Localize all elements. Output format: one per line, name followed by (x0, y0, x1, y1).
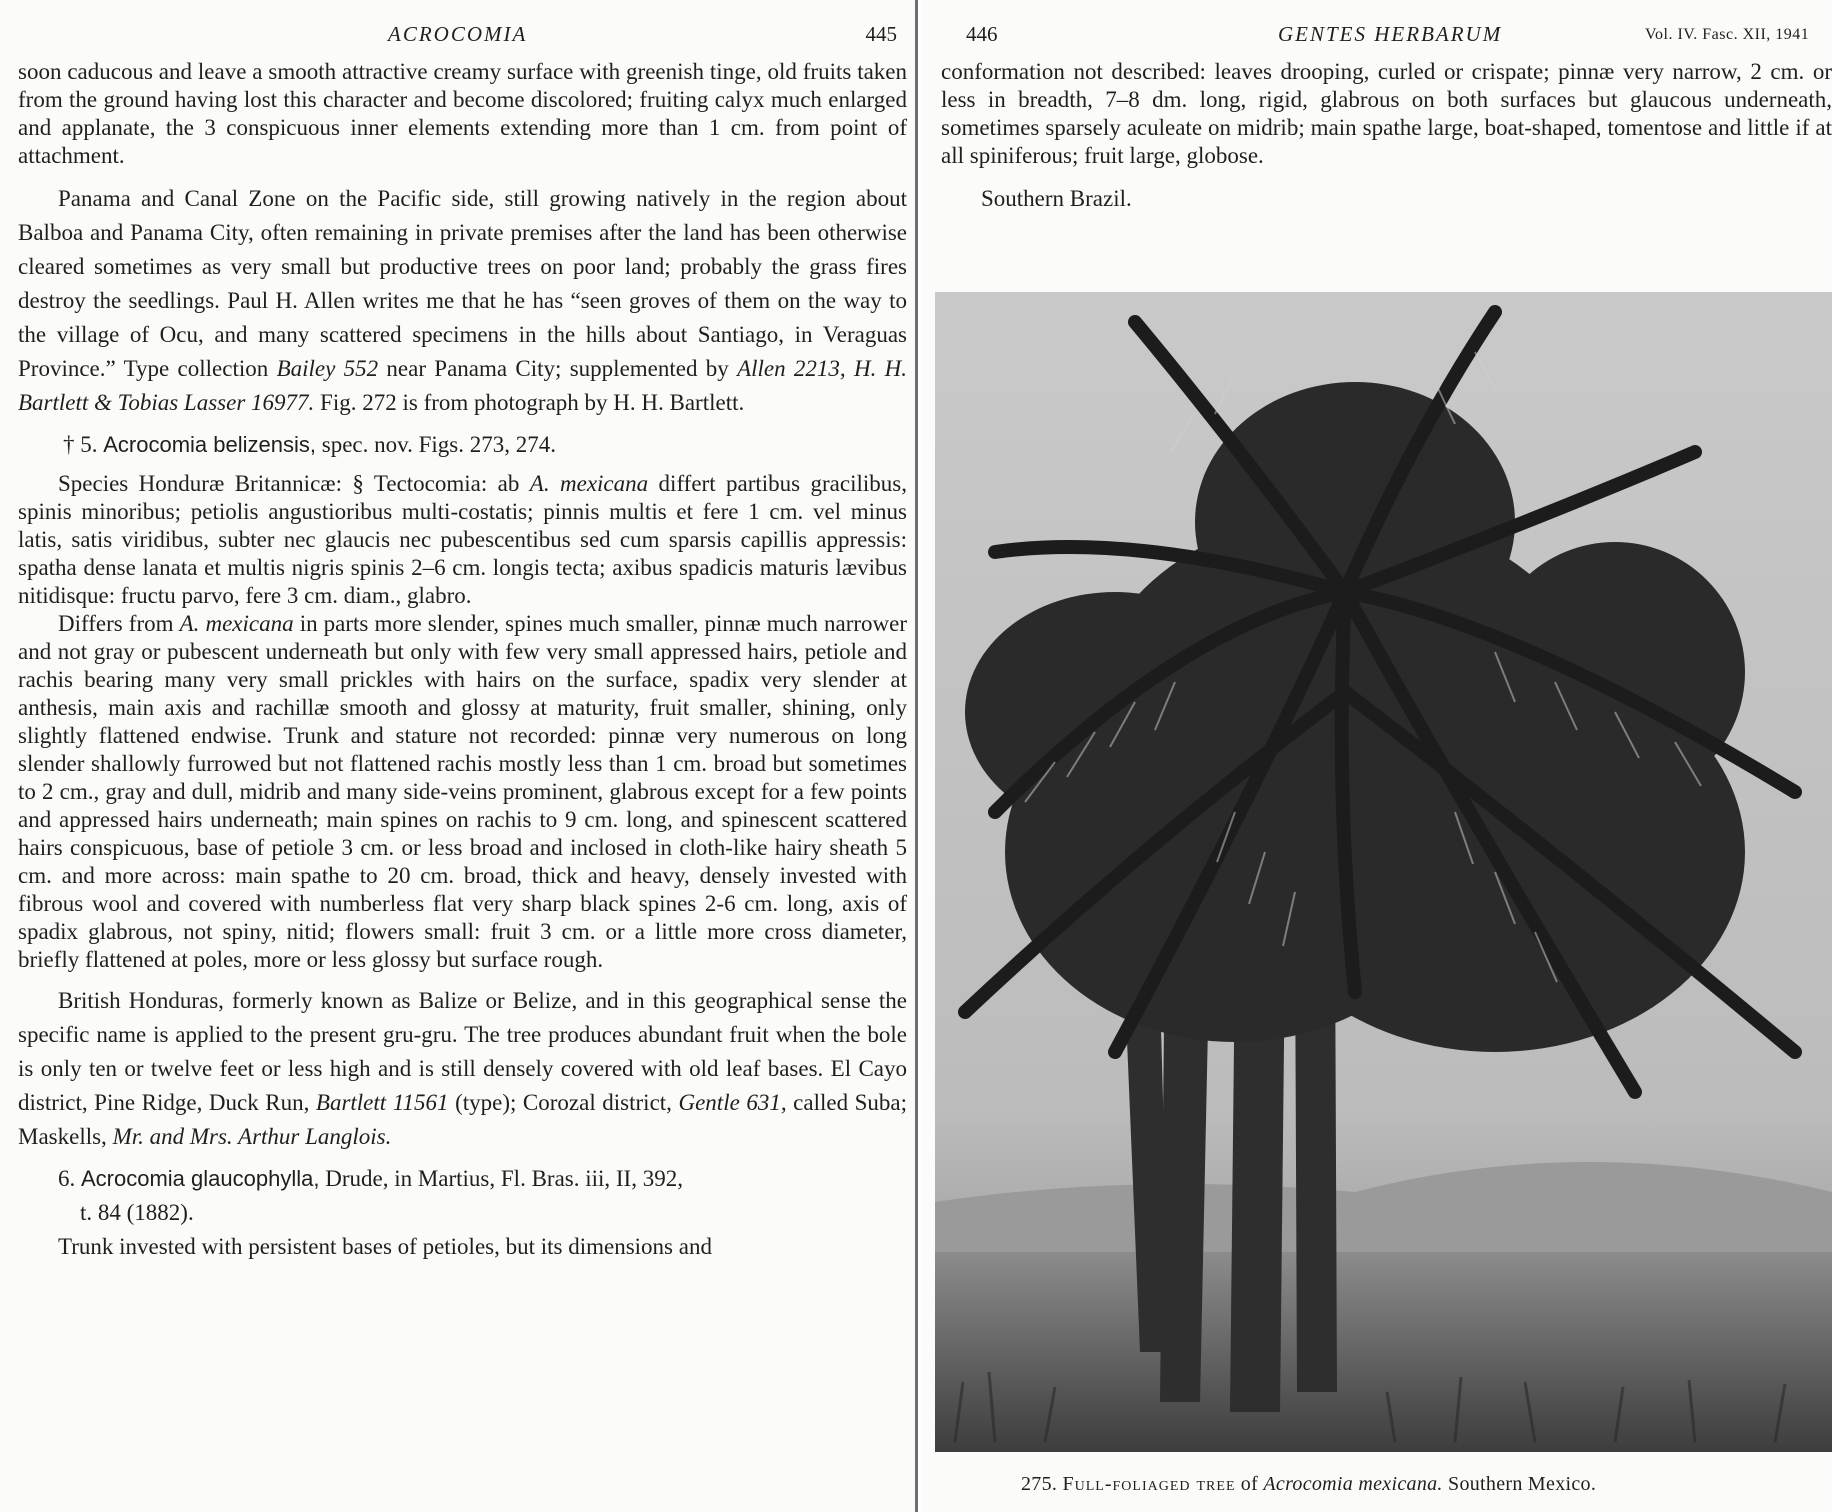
left-running-head (18, 22, 907, 58)
distribution-line: Southern Brazil. (981, 186, 1132, 211)
right-page (921, 0, 1832, 1512)
palm-tree-photograph (935, 292, 1832, 1452)
right-running-head (941, 22, 1832, 58)
figure-caption: 275. Full-foliaged tree of Acrocomia mexicana. Southern Mexico. (1021, 1473, 1597, 1495)
description-continued: soon caducous and leave a smooth attractive creamy surface with greenish tinge, old fruits taken from the ground having lost this character and become discolored; fruiting calyx much enlarged and applanate, the 3 conspicuous inner elements extending more than 1 cm. from point of attachment. (18, 59, 907, 168)
page-number: 446 (966, 22, 998, 46)
distribution-paragraph: Panama and Canal Zone on the Pacific side, still growing natively in the region about Balboa and Panama City, often remaining in private premises after the land has been otherwise cleared sometimes as very small but productive trees on poor land; probably the grass fires destroy the seedlings. Paul H. Allen writes me that he has “seen groves of them on the way to the village of Ocu, and many scattered specimens in the hills about Santiago, in Veraguas Province.” Type collection Bailey 552 near Panama City; supplemented by Allen 2213, H. H. Bartlett & Tobias Lasser 16977. Fig. 272 is from photograph by H. H. Bartlett. (18, 186, 908, 415)
range-paragraph: British Honduras, formerly known as Balize or Belize, and in this geographical sense the specific name is applied to the present gru-gru. The tree produces abundant fruit when the bole is only ten or twelve feet or less high and is still densely covered with old leaf bases. El Cayo district, Pine Ridge, Duck Run, Bartlett 11561 (type); Corozal district, Gentle 631, called Suba; Maskells, Mr. and Mrs. Arthur Langlois. (18, 988, 908, 1149)
page-number: 445 (865, 22, 897, 46)
description-paragraph: Differs from A. mexicana in parts more slender, spines much smaller, pinnæ much narrower and not gray or pubescent underneath but only with few very small appressed hairs, petiole and rachis bearing many very small prickles with hairs on the surface, spadix very slender at anthesis, main axis and rachillæ smooth and glossy at maturity, fruit smaller, shining, only slightly flattened endwise. Trunk and stature not recorded: pinnæ very numerous on long slender shallowly furrowed but not flattened rachis mostly less than 1 cm. broad but sometimes to 2 cm., gray and dull, midrib and many side-veins prominent, glabrous except for a few points and appressed hairs underneath; main spines on rachis to 9 cm. long, and spinescent scattered hairs conspicuous, base of petiole 3 cm. or less broad and inclosed in cloth-like hairy sheath 5 cm. and more across: main spathe to 20 cm. broad, thick and heavy, densely invested with fibrous wool and covered with numberless flat very sharp black spines 2-6 cm. long, axis of spadix glabrous, not spiny, nitid; flowers small: fruit 3 cm. or a little more cross diameter, briefly flattened at poles, more or less glossy but surface rough. (18, 611, 907, 972)
running-title: GENTES HERBARUM (1278, 22, 1503, 46)
species-heading-glaucophylla: 6. Acrocomia glaucophylla, Drude, in Martius, Fl. Bras. iii, II, 392, t. 84 (1882). (58, 1166, 683, 1225)
latin-diagnosis: Species Honduræ Britannicæ: § Tectocomia: ab A. mexicana differt partibus gracilibus, spinis minoribus; petiolis angustioribus multi-costatis; pinnis multis et fere 1 cm. vel minus latis, satis viridibus, subter nec glaucis nec pubescentibus sed cum sparsis capillis appressis: spatha dense lanata et multis nigris spinis 2–6 cm. longis tecta; axibus spadicis maturis lævibus nitidisque: fructu parvo, fere 3 cm. diam., glabro. (18, 471, 907, 608)
species-heading-belizensis: † 5. Acrocomia belizensis, spec. nov. Figs. 273, 274. (63, 432, 557, 457)
trunk-paragraph: Trunk invested with persistent bases of petioles, but its dimensions and (58, 1234, 712, 1259)
running-title: ACROCOMIA (388, 22, 528, 46)
description-continued: conformation not described: leaves drooping, curled or crispate; pinnæ very narrow, 2 cm. or less in breadth, 7–8 dm. long, rigid, glabrous on both surfaces but glaucous underneath, sometimes sparsely aculeate on midrib; main spathe large, boat-shaped, tomentose and little if at all spiniferous; fruit large, globose. (941, 59, 1832, 168)
volume-label: Vol. IV. Fasc. XII, 1941 (1645, 26, 1810, 43)
